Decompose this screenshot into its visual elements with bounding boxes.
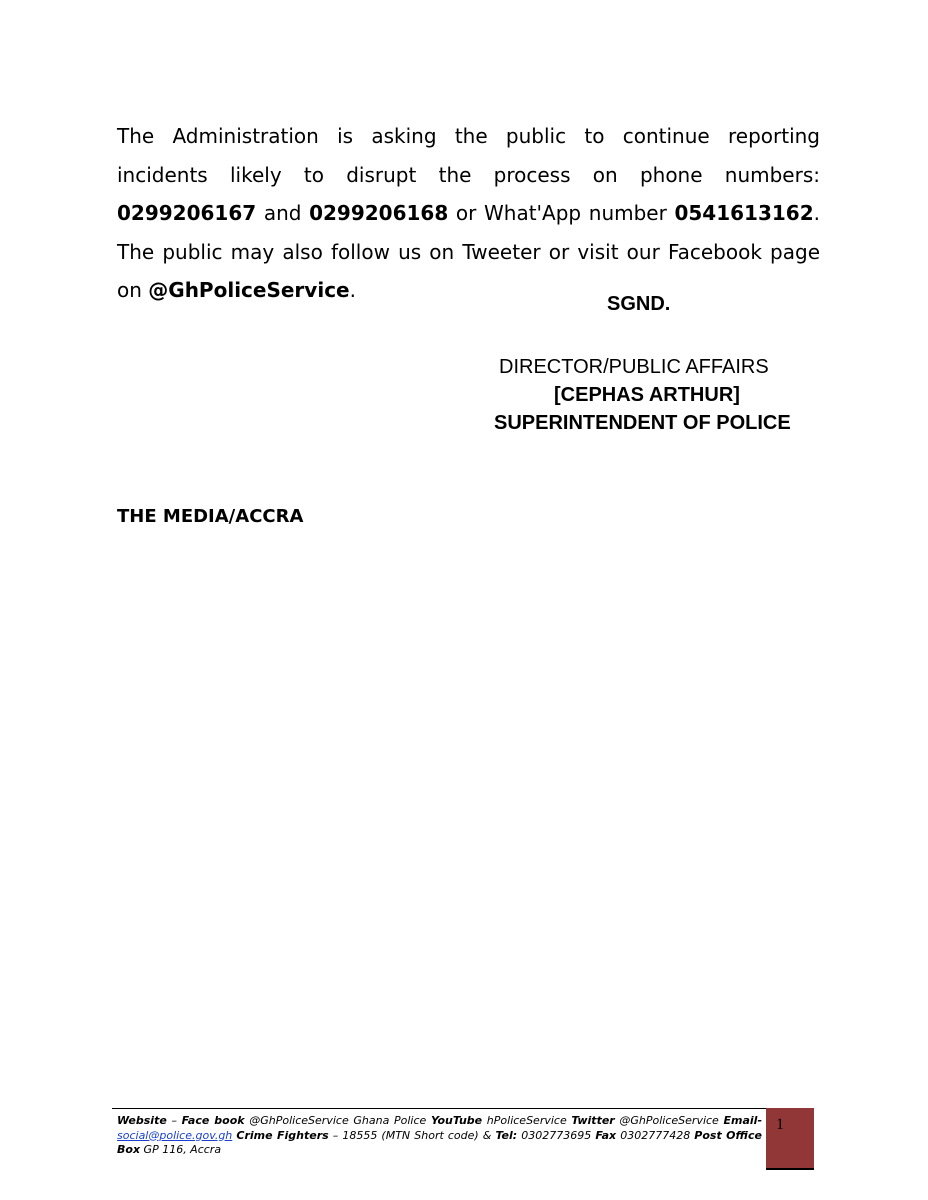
body-text-1: The Administration is asking the public to continue reporting incidents likely to disrupt the process on phone numbers: [117,124,820,187]
footer-crime-label: Crime Fighters [236,1128,329,1142]
footer-tel-label: Tel: [495,1128,518,1142]
footer-contact-info [117,1114,762,1158]
footer-fax-label: Fax [595,1128,617,1142]
footer-po-value: GP 116, Accra [140,1143,222,1156]
whatsapp-number: 0541613162 [674,201,814,225]
signatory-name: [CEPHAS ARTHUR] [554,384,740,406]
body-paragraph [117,117,820,310]
footer-dash: – [166,1114,182,1127]
body-text-3: or What'App number [448,201,675,225]
signed-marker: SGND. [607,293,671,315]
footer-email-label: Email- [723,1114,763,1127]
footer-crime-value: – 18555 (MTN Short code) & [328,1128,496,1142]
body-text-4: . The public may also follow us on Tweeter or visit our Facebook page on [117,201,820,302]
footer-tel-value: 0302773695 [517,1128,596,1142]
footer-twitter-label: Twitter [571,1114,615,1127]
footer-youtube-value: hPoliceService [482,1114,572,1127]
footer-facebook-label: Face book [181,1114,245,1127]
footer-youtube-label: YouTube [430,1114,483,1127]
body-text-5: . [349,278,356,302]
footer-facebook-value: @GhPoliceService Ghana Police [244,1114,431,1127]
footer-twitter-value: @GhPoliceService [614,1114,724,1127]
recipient-line: THE MEDIA/ACCRA [117,506,304,527]
phone-number-2: 0299206168 [309,201,449,225]
body-text-2: and [256,201,310,225]
footer-website-label: Website [117,1114,167,1127]
footer-email-link[interactable]: social@police.gov.gh [117,1128,233,1142]
phone-number-1: 0299206167 [117,201,257,225]
page-number: 1 [776,1116,784,1133]
footer-fax-value: 0302777428 [616,1128,695,1142]
page-number-box [766,1108,814,1170]
social-handle: @GhPoliceService [148,278,350,302]
signatory-rank: SUPERINTENDENT OF POLICE [494,412,791,434]
signatory-title: DIRECTOR/PUBLIC AFFAIRS [499,356,769,378]
footer-po-label: Post Office Box [117,1128,762,1156]
footer-divider [112,1108,814,1109]
